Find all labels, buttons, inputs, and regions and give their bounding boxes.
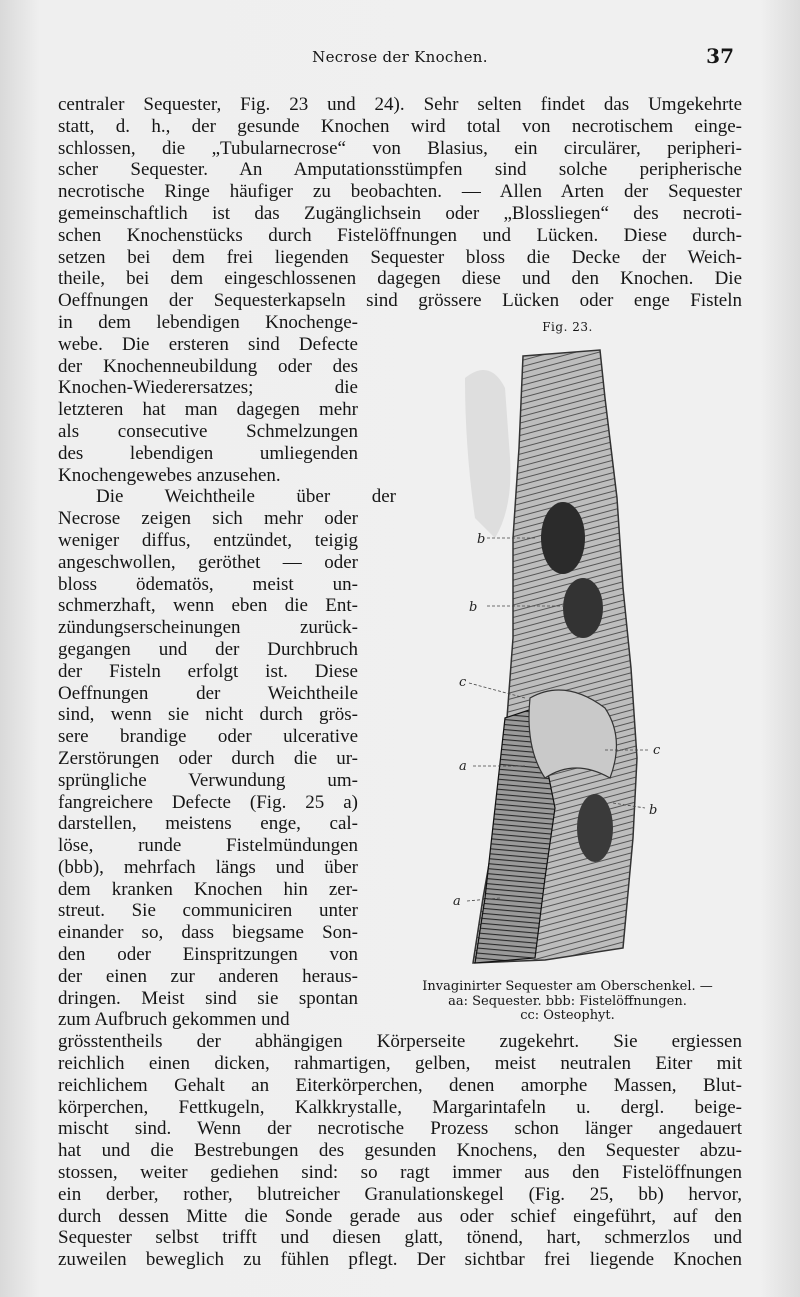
ghost-outline [465, 370, 510, 538]
figure-letter-c2: c [653, 743, 661, 758]
column-line: sere brandige oder ulcerative [58, 726, 358, 748]
text-line: Oeffnungen der Sequesterkapseln sind grössere Lücken oder enge Fisteln [58, 290, 742, 312]
column-line: bloss ödematös, meist un- [58, 573, 358, 595]
fistula-opening-3 [577, 794, 613, 862]
text-line: setzen bei dem frei liegenden Sequester bloss die Decke der Weich- [58, 246, 742, 268]
figure-letter-b2: b [469, 600, 478, 615]
column-line: Knochen-Wiederersatzes; die [58, 377, 358, 399]
column-line: zündungserscheinungen zurück- [58, 617, 358, 639]
column-line: der Fisteln erfolgt ist. Diese [58, 660, 358, 682]
column-line: Necrose zeigen sich mehr oder [58, 508, 358, 530]
column-line: sprüngliche Verwundung um- [58, 769, 358, 791]
column-line: fangreichere Defecte (Fig. 25 a) [58, 791, 358, 813]
column-line: der einen zur anderen heraus- [58, 965, 358, 987]
text-line: stossen, weiter gediehen sind: so ragt immer aus den Fistelöffnungen [58, 1162, 742, 1184]
paragraph-top [58, 94, 742, 312]
figure-caption [395, 980, 740, 1024]
figure-letter-a1: a [459, 759, 467, 774]
column-line: gegangen und der Durchbruch [58, 638, 358, 660]
column-line: zum Aufbruch gekommen und [58, 1009, 290, 1031]
column-line: einander so, dass biegsame Son- [58, 922, 358, 944]
text-line: statt, d. h., der gesunde Knochen wird total von necrotischem einge- [58, 115, 742, 137]
text-line: reichlichem Gehalt an Eiterkörperchen, denen amorphe Massen, Blut- [58, 1074, 742, 1096]
column-line: dem kranken Knochen hin zer- [58, 878, 358, 900]
column-line: Knochengewebes anzusehen. [58, 464, 281, 486]
column-line: Die Weichtheile über der [96, 486, 396, 508]
column-line: weniger diffus, entzündet, teigig [58, 529, 358, 551]
column-line: dringen. Meist sind sie spontan [58, 987, 358, 1009]
figure-23 [395, 318, 740, 1023]
text-line: ein derber, rother, blutreicher Granulationskegel (Fig. 25, bb) hervor, [58, 1183, 742, 1205]
sequester-illustration [395, 338, 740, 978]
text-line: zuweilen beweglich zu fühlen pflegt. Der sichtbar frei liegende Knochen [58, 1249, 742, 1271]
column-line: der Knochenneubildung oder des [58, 355, 358, 377]
column-line: als consecutive Schmelzungen [58, 420, 358, 442]
text-line: Sequester selbst trifft und diesen glatt, tönend, hart, schmerzlos und [58, 1227, 742, 1249]
text-line: theile, bei dem eingeschlossenen dagegen diese und den Knochen. Die [58, 268, 742, 290]
text-line: hat und die Bestrebungen des gesunden Knochens, den Sequester abzu- [58, 1140, 742, 1162]
column-line: (bbb), mehrfach längs und über [58, 856, 358, 878]
text-line: mischt sind. Wenn der necrotische Prozess schon länger angedauert [58, 1118, 742, 1140]
figure-letter-b1: b [477, 532, 486, 547]
page-number: 37 [706, 44, 734, 68]
figure-label: Fig. 23. [542, 320, 593, 334]
fistula-opening-1 [541, 502, 585, 574]
text-line: gemeinschaftlich ist das Zugänglichsein oder „Blossliegen“ des necroti- [58, 202, 742, 224]
column-line: den oder Einspritzungen von [58, 944, 358, 966]
text-line: grösstentheils der abhängigen Körperseite zugekehrt. Sie ergiessen [58, 1031, 742, 1053]
column-line: darstellen, meistens enge, cal- [58, 813, 358, 835]
column-line: löse, runde Fistelmündungen [58, 835, 358, 857]
caption-line-1: Invaginirter Sequester am Oberschenkel. — [422, 979, 713, 994]
figure-letter-a2: a [453, 894, 461, 909]
caption-line-2: aa: Sequester. bbb: Fistelöffnungen. [448, 993, 687, 1009]
text-line: necrotische Ringe häufiger zu beobachten. — Allen Arten der Sequester [58, 181, 742, 203]
fistula-opening-2 [563, 578, 603, 638]
running-title: Necrose der Knochen. [312, 48, 488, 66]
text-line: durch dessen Mitte die Sonde gerade aus oder schief eingeführt, auf den [58, 1205, 742, 1227]
text-line: centraler Sequester, Fig. 23 und 24). Sehr selten findet das Umgekehrte [58, 94, 742, 115]
text-line: reichlich einen dicken, rahmartigen, gelben, meist neutralen Eiter mit [58, 1053, 742, 1075]
column-line: in dem lebendigen Knochenge- [58, 311, 358, 333]
text-line: schen Knochenstücks durch Fistelöffnungen und Lücken. Diese durch- [58, 224, 742, 246]
caption-line-3: cc: Osteophyt. [520, 1008, 615, 1023]
column-line: webe. Die ersteren sind Defecte [58, 333, 358, 355]
figure-letter-b3: b [649, 803, 658, 818]
column-line: streut. Sie communiciren unter [58, 900, 358, 922]
text-line: scher Sequester. An Amputationsstümpfen sind solche peripherische [58, 159, 742, 181]
column-line: letzteren hat man dagegen mehr [58, 399, 358, 421]
text-line: schlossen, die „Tubularnecrose“ von Blasius, ein circulärer, peripheri- [58, 137, 742, 159]
column-line: angeschwollen, geröthet — oder [58, 551, 358, 573]
paragraph-bottom [58, 1031, 742, 1271]
column-line: Oeffnungen der Weichtheile [58, 682, 358, 704]
column-line: Zerstörungen oder durch die ur- [58, 747, 358, 769]
running-header [62, 44, 738, 76]
text-line: körperchen, Fettkugeln, Kalkkrystalle, Margarintafeln u. dergl. beige- [58, 1096, 742, 1118]
column-line: sind, wenn sie nicht durch grös- [58, 704, 358, 726]
column-line: schmerzhaft, wenn eben die Ent- [58, 595, 358, 617]
column-line: des lebendigen umliegenden [58, 442, 358, 464]
figure-letter-c1: c [459, 675, 467, 690]
